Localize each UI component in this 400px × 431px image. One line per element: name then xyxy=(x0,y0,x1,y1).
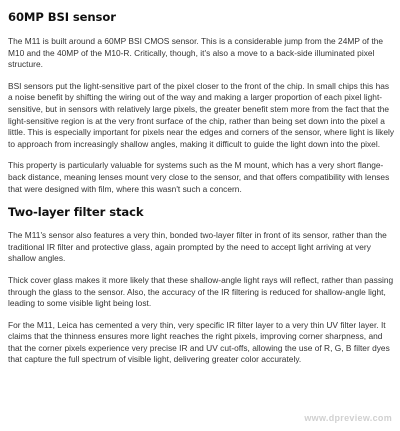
paragraph: Thick cover glass makes it more likely that these shallow-angle light rays will reflect, rather than passing through the glass to the sensor. Also, the accuracy of the IR filtering is reduced for shallow-angle light, leading to some visible light being lost. xyxy=(8,274,394,309)
section-title-sensor: 60MP BSI sensor xyxy=(8,10,116,24)
paragraph: For the M11, Leica has cemented a very thin, very specific IR filter layer to a very thin UV filter layer. It claims that the thinness ensures more light reaches the right pixels, improving corner sharpness, and that the corner pixels experience very precise IR and UV cut-offs, allowing the use of R, G, B filter dyes that capture the full spectrum of visible light, delivering greater color accurately. xyxy=(8,319,390,365)
paragraph: BSI sensors put the light-sensitive part of the pixel closer to the front of the chip. In small chips this has a noise benefit by shifting the wiring out of the way and making a larger proportion of each pixel light-sensitive, but in sensors with relatively large pixels, the greater benefit stem more from the fact that the light-sensitive region is at the very front surface of the chip, rather than being set down into the pixel a little. This is especially important for pixels near the edges and corners of the sensor, where light is likely to approach from increasingly shallow angles, making it difficult to guide the light down into the pixel. xyxy=(8,80,395,149)
paragraph: The M11's sensor also features a very thin, bonded two-layer filter in front of its sensor, rather than the traditional IR filter and protective glass, again prompted by the need to accept light arriving at very shallow angles. xyxy=(8,230,387,264)
paragraph: This property is particularly valuable for systems such as the M mount, which has a very short flange-back distance, meaning lenses mount very close to the sensor, and that offers compatibility with lenses that were designed with film, where this wasn't such a concern. xyxy=(8,160,390,194)
paragraph: The M11 is built around a 60MP BSI CMOS sensor. This is a considerable jump from the 24MP of the M10 and the 40MP of the M10-R. Critically, though, it's also a move to a back-side illuminated pixel structure. xyxy=(8,36,384,70)
article xyxy=(8,10,396,376)
section-title-filter-stack: Two-layer filter stack xyxy=(8,205,144,220)
watermark: www.dpreview.com xyxy=(304,413,392,423)
